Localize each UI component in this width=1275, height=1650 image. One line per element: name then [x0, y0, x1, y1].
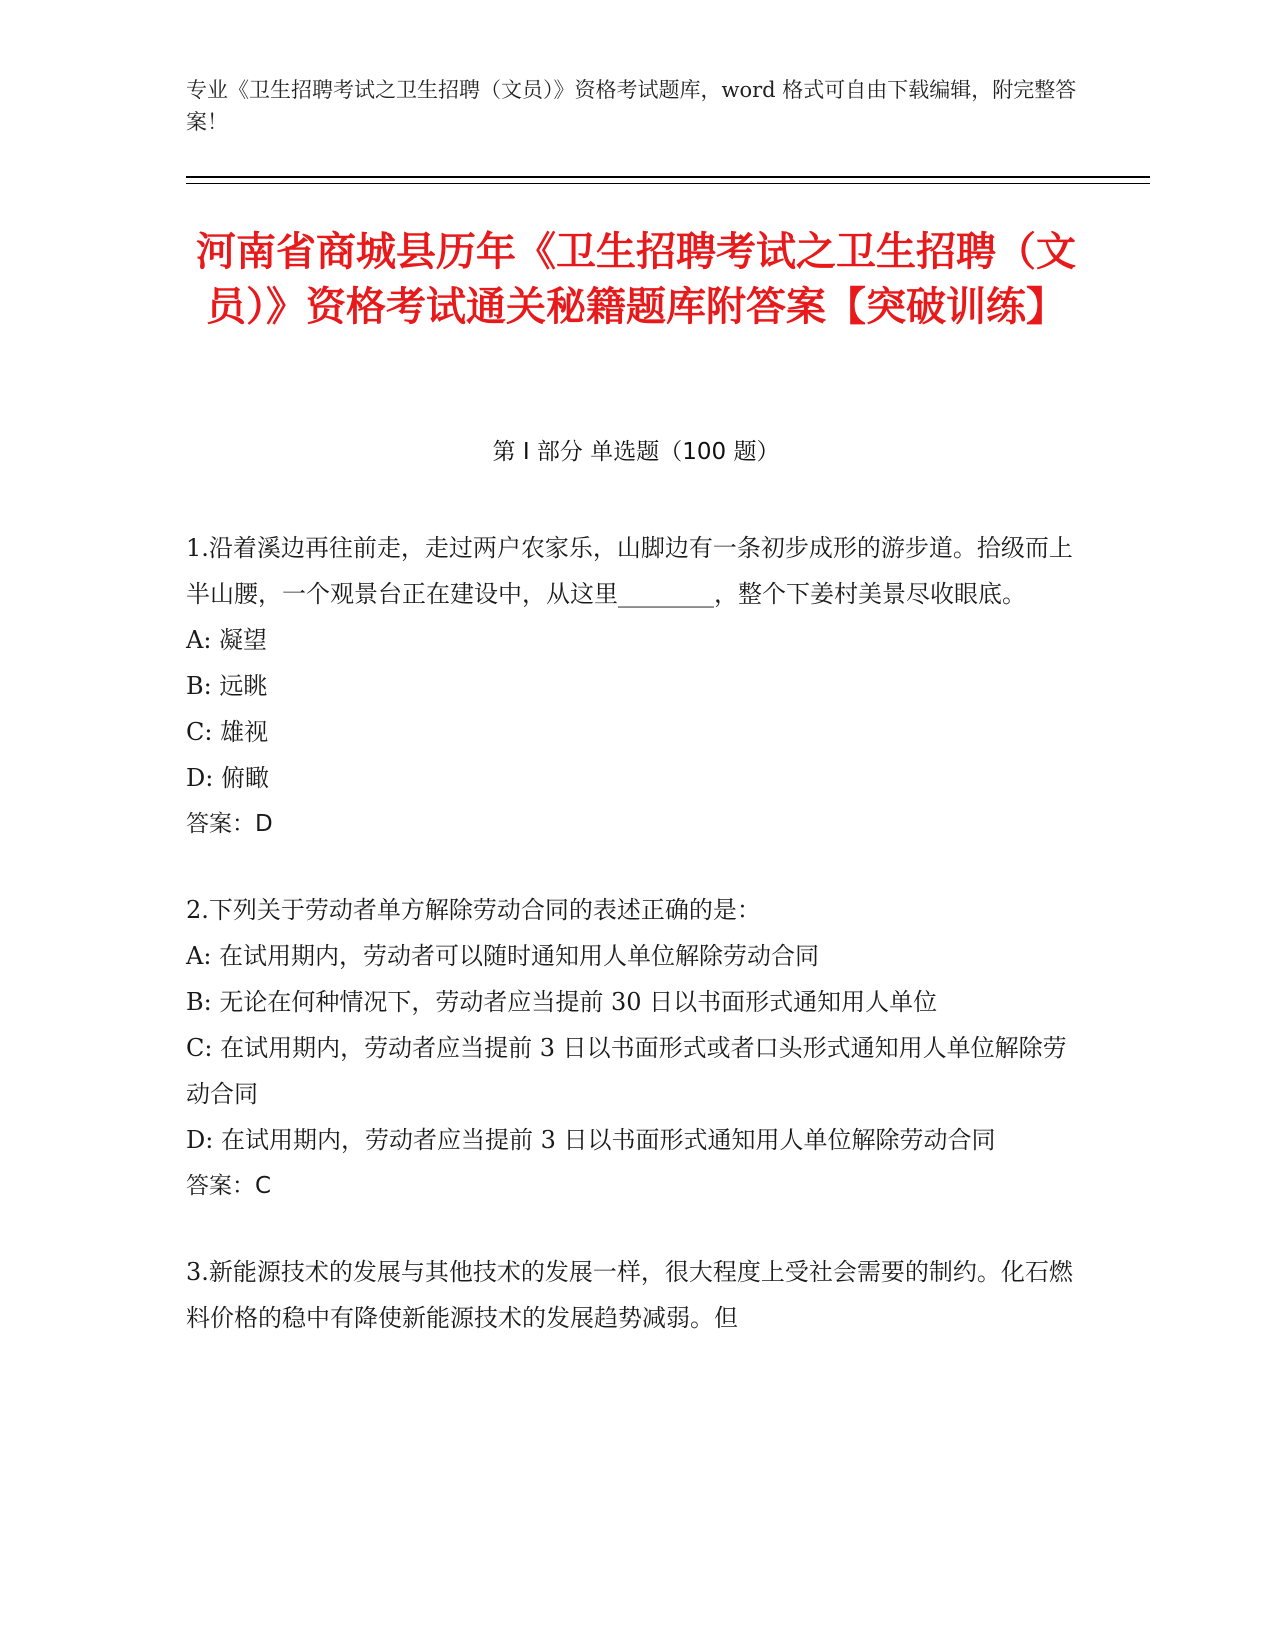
section-heading: 第 I 部分 单选题（100 题）: [492, 439, 780, 465]
option-a: A: 凝望: [186, 626, 268, 654]
question-list: [186, 525, 1076, 1381]
option-d: D: 俯瞰: [186, 764, 269, 792]
option-c: C: 雄视: [186, 718, 269, 746]
option-a: A: 在试用期内，劳动者可以随时通知用人单位解除劳动合同: [186, 942, 820, 970]
answer-line: 答案：C: [186, 1173, 272, 1199]
option-c: C: 在试用期内，劳动者应当提前 3 日以书面形式或者口头形式通知用人单位解除劳动合同: [186, 1034, 1067, 1108]
header-rule-thick: [186, 176, 1150, 178]
question-3: [186, 1249, 1076, 1341]
question-1: [186, 525, 1076, 847]
answer-line: 答案：D: [186, 811, 273, 837]
option-d: D: 在试用期内，劳动者应当提前 3 日以书面形式通知用人单位解除劳动合同: [186, 1126, 996, 1154]
question-stem: 1.沿着溪边再往前走，走过两户农家乐，山脚边有一条初步成形的游步道。拾级而上半山腰，一个观景台正在建设中，从这里________，整个下姜村美景尽收眼底。: [186, 534, 1073, 608]
option-b: B: 无论在何种情况下，劳动者应当提前 30 日以书面形式通知用人单位: [186, 988, 938, 1016]
document-title: 河南省商城县历年《卫生招聘考试之卫生招聘（文员）》资格考试通关秘籍题库附答案【突破训练】: [196, 229, 1076, 330]
option-b: B: 远眺: [186, 672, 268, 700]
question-stem: 3.新能源技术的发展与其他技术的发展一样，很大程度上受社会需要的制约。化石燃料价格的稳中有降使新能源技术的发展趋势减弱。但: [186, 1258, 1073, 1332]
header-note: 专业《卫生招聘考试之卫生招聘（文员）》资格考试题库，word 格式可自由下载编辑，附完整答案！: [186, 78, 1077, 134]
header-rule-thin: [186, 183, 1150, 184]
question-stem: 2.下列关于劳动者单方解除劳动合同的表述正确的是：: [186, 896, 761, 924]
question-2: [186, 887, 1076, 1209]
